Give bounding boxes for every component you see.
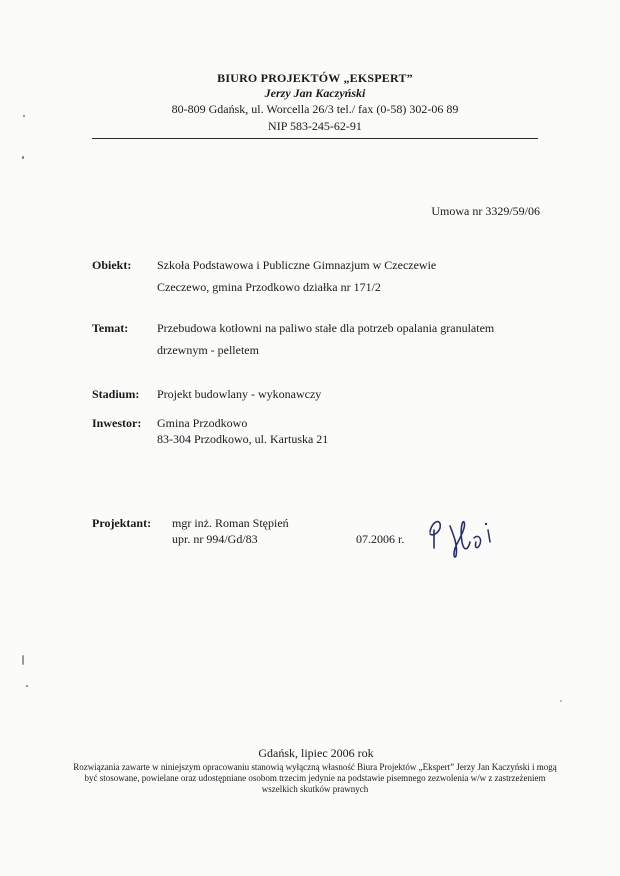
projektant-name: mgr inż. Roman Stępień bbox=[172, 516, 289, 530]
scan-speck bbox=[560, 700, 562, 702]
projektant-date: 07.2006 r. bbox=[356, 532, 405, 546]
handwritten-signature bbox=[424, 512, 504, 562]
footer-place-date: Gdańsk, lipiec 2006 rok bbox=[258, 746, 374, 760]
contract-number: Umowa nr 3329/59/06 bbox=[431, 204, 540, 218]
obiekt-label: Obiekt: bbox=[92, 258, 132, 272]
projektant-license: upr. nr 994/Gd/83 bbox=[172, 532, 258, 546]
inwestor-line1: Gmina Przodkowo bbox=[157, 416, 248, 430]
scan-speck bbox=[23, 115, 25, 117]
inwestor-label: Inwestor: bbox=[92, 416, 142, 430]
footer-copyright-note: Rozwiązania zawarte w niniejszym opracowaniu stanowią wyłączną własność Biura Projektów „Ekspert” Jerzy Jan Kaczyński i mogą być stosowane, powielane oraz udostępniane osobom trzecim jedynie na podstawie pisemnego zezwolenia w/w z zastrzeżeniem wszelkich skutków prawnych bbox=[73, 762, 557, 794]
firm-owner: Jerzy Jan Kaczyński bbox=[264, 86, 366, 100]
header-divider bbox=[92, 138, 538, 139]
inwestor-line2: 83-304 Przodkowo, ul. Kartuska 21 bbox=[157, 432, 329, 446]
letterhead bbox=[0, 70, 620, 135]
firm-nip: NIP 583-245-62-91 bbox=[268, 119, 362, 133]
scan-speck bbox=[22, 655, 24, 665]
document-footer bbox=[0, 745, 620, 795]
stadium-value: Projekt budowlany - wykonawczy bbox=[157, 387, 322, 401]
stadium-label: Stadium: bbox=[92, 387, 140, 401]
scan-speck bbox=[22, 156, 24, 159]
firm-address: 80-809 Gdańsk, ul. Worcella 26/3 tel./ fax (0-58) 302-06 89 bbox=[171, 102, 459, 116]
projektant-label: Projektant: bbox=[92, 516, 152, 530]
temat-label: Temat: bbox=[92, 321, 129, 335]
temat-line1: Przebudowa kotłowni na paliwo stałe dla potrzeb opalania granulatem bbox=[157, 321, 495, 335]
temat-line2: drzewnym - pelletem bbox=[157, 343, 259, 357]
scan-speck bbox=[26, 685, 28, 687]
firm-name: BIURO PROJEKTÓW „EKSPERT” bbox=[217, 71, 413, 85]
obiekt-line2: Czeczewo, gmina Przodkowo działka nr 171/2 bbox=[157, 280, 381, 294]
obiekt-line1: Szkoła Podstawowa i Publiczne Gimnazjum w Czeczewie bbox=[157, 258, 437, 272]
